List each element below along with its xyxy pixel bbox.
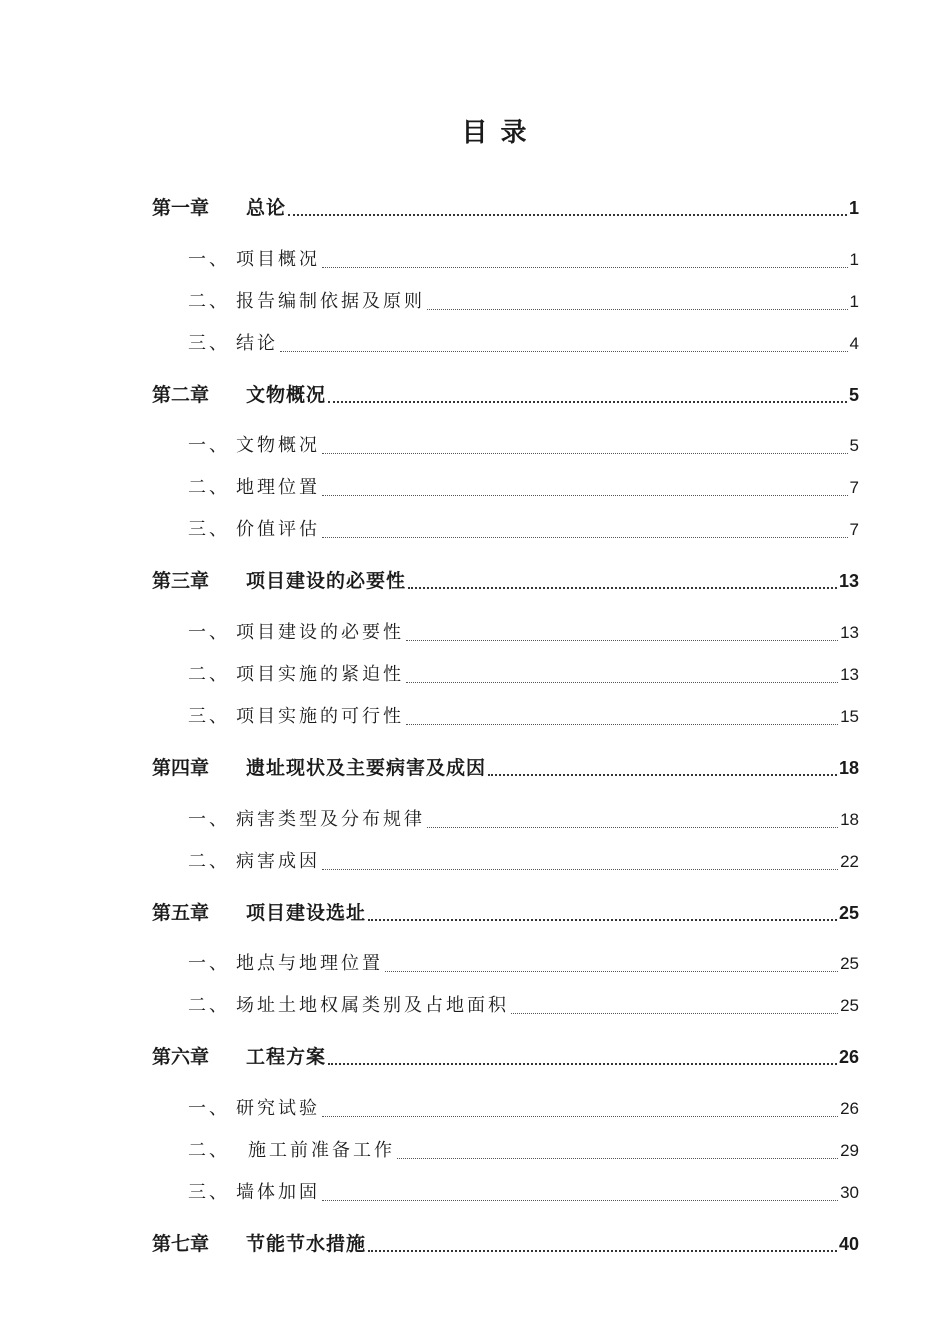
toc-entry-page: 13 bbox=[840, 665, 859, 684]
toc-entry-number: 第七章 bbox=[152, 1233, 210, 1255]
toc-entry-section[interactable] bbox=[188, 515, 859, 545]
toc-entry-section[interactable] bbox=[188, 1178, 859, 1208]
toc-entry-page: 18 bbox=[838, 758, 859, 778]
toc-entry-label: 报告编制依据及原则 bbox=[236, 291, 425, 312]
toc-entry-chapter-3[interactable] bbox=[152, 566, 859, 596]
toc-entry-number: 二、 bbox=[188, 664, 230, 685]
dot-leader bbox=[322, 1200, 838, 1201]
toc-entry-label: 施工前准备工作 bbox=[248, 1140, 395, 1161]
toc-entry-label: 地点与地理位置 bbox=[236, 953, 383, 974]
toc-entry-number: 第一章 bbox=[152, 197, 210, 219]
dot-leader bbox=[328, 401, 847, 403]
toc-entry-page: 40 bbox=[838, 1234, 859, 1254]
toc-entry-section[interactable] bbox=[188, 618, 859, 648]
dot-leader bbox=[328, 1063, 837, 1065]
toc-entry-label: 结论 bbox=[236, 333, 278, 354]
toc-entry-chapter-4[interactable] bbox=[152, 753, 859, 783]
toc-entry-page: 26 bbox=[840, 1099, 859, 1118]
toc-entry-label: 项目建设的必要性 bbox=[236, 622, 404, 643]
toc-entry-section[interactable] bbox=[188, 702, 859, 732]
toc-entry-label: 病害成因 bbox=[236, 851, 320, 872]
toc-entry-number: 一、 bbox=[188, 622, 230, 643]
toc-entry-label: 项目建设选址 bbox=[246, 902, 367, 924]
toc-entry-page: 1 bbox=[849, 292, 859, 311]
toc-entry-number: 二、 bbox=[188, 477, 230, 498]
toc-entry-section[interactable] bbox=[188, 329, 859, 359]
toc-entry-label: 研究试验 bbox=[236, 1098, 320, 1119]
toc-entry-page: 5 bbox=[848, 385, 859, 405]
toc-entry-page: 25 bbox=[838, 903, 859, 923]
dot-leader bbox=[427, 827, 838, 828]
toc-entry-page: 7 bbox=[849, 478, 859, 497]
toc-entry-number: 二、 bbox=[188, 995, 230, 1016]
toc-entry-number: 一、 bbox=[188, 249, 230, 270]
toc-entry-section[interactable] bbox=[188, 949, 859, 979]
dot-leader bbox=[406, 682, 838, 683]
toc-entry-label: 墙体加固 bbox=[236, 1182, 320, 1203]
toc-entry-page: 29 bbox=[840, 1141, 859, 1160]
toc-entry-section[interactable] bbox=[188, 245, 859, 275]
toc-entry-label: 场址土地权属类别及占地面积 bbox=[236, 995, 509, 1016]
toc-entry-label: 工程方案 bbox=[246, 1046, 327, 1068]
dot-leader bbox=[322, 1116, 838, 1117]
toc-entry-section[interactable] bbox=[188, 431, 859, 461]
toc-entry-number: 第六章 bbox=[152, 1046, 210, 1068]
toc-entry-number: 三、 bbox=[188, 519, 230, 540]
dot-leader bbox=[397, 1158, 838, 1159]
toc-entry-label: 地理位置 bbox=[236, 477, 320, 498]
toc-entry-section[interactable] bbox=[188, 473, 859, 503]
toc-entry-page: 30 bbox=[840, 1183, 859, 1202]
toc-entry-label: 项目建设的必要性 bbox=[246, 570, 407, 592]
toc-entry-label: 节能节水措施 bbox=[246, 1233, 367, 1255]
toc-entry-number: 一、 bbox=[188, 1098, 230, 1119]
dot-leader bbox=[511, 1013, 838, 1014]
toc-entry-page: 5 bbox=[849, 436, 859, 455]
toc-entry-label: 价值评估 bbox=[236, 519, 320, 540]
dot-leader bbox=[368, 1250, 837, 1252]
toc-entry-label: 项目实施的紧迫性 bbox=[236, 664, 404, 685]
toc-entry-chapter-5[interactable] bbox=[152, 898, 859, 928]
toc-entry-page: 1 bbox=[848, 198, 859, 218]
toc-entry-page: 25 bbox=[840, 954, 859, 973]
dot-leader bbox=[427, 309, 848, 310]
dot-leader bbox=[288, 214, 847, 216]
toc-entry-label: 病害类型及分布规律 bbox=[236, 809, 425, 830]
toc-entry-page: 15 bbox=[840, 707, 859, 726]
toc-entry-label: 项目概况 bbox=[236, 249, 320, 270]
toc-entry-label: 遗址现状及主要病害及成因 bbox=[246, 757, 487, 779]
toc-entry-page: 13 bbox=[838, 571, 859, 591]
toc-entry-number: 二、 bbox=[188, 851, 230, 872]
dot-leader bbox=[280, 351, 848, 352]
toc-entry-label: 文物概况 bbox=[246, 384, 327, 406]
toc-entry-chapter-6[interactable] bbox=[152, 1042, 859, 1072]
toc-entry-section[interactable] bbox=[188, 847, 859, 877]
toc-entry-chapter-7[interactable] bbox=[152, 1229, 859, 1259]
toc-entry-label: 总论 bbox=[246, 197, 287, 219]
toc-entry-number: 一、 bbox=[188, 809, 230, 830]
toc-entry-page: 7 bbox=[849, 520, 859, 539]
toc-entry-number: 三、 bbox=[188, 706, 230, 727]
dot-leader bbox=[322, 537, 848, 538]
dot-leader bbox=[322, 869, 838, 870]
dot-leader bbox=[406, 640, 838, 641]
toc-entry-label: 项目实施的可行性 bbox=[236, 706, 404, 727]
toc-title: 目 录 bbox=[461, 118, 529, 148]
toc-entry-section[interactable] bbox=[188, 660, 859, 690]
dot-leader bbox=[368, 919, 837, 921]
dot-leader bbox=[322, 267, 848, 268]
dot-leader bbox=[322, 495, 848, 496]
toc-entry-chapter-2[interactable] bbox=[152, 380, 859, 410]
toc-entry-chapter-1[interactable] bbox=[152, 193, 859, 223]
toc-entry-page: 1 bbox=[849, 250, 859, 269]
toc-entry-section[interactable] bbox=[188, 1094, 859, 1124]
toc-entry-page: 22 bbox=[840, 852, 859, 871]
toc-entry-number: 二、 bbox=[188, 1140, 230, 1161]
dot-leader bbox=[406, 724, 838, 725]
toc-entry-page: 26 bbox=[838, 1047, 859, 1067]
dot-leader bbox=[322, 453, 848, 454]
toc-entry-page: 25 bbox=[840, 996, 859, 1015]
toc-entry-number: 第二章 bbox=[152, 384, 210, 406]
toc-entry-page: 13 bbox=[840, 623, 859, 642]
toc-entry-number: 三、 bbox=[188, 1182, 230, 1203]
toc-entry-page: 18 bbox=[840, 810, 859, 829]
toc-entry-label: 文物概况 bbox=[236, 435, 320, 456]
toc-entry-number: 二、 bbox=[188, 291, 230, 312]
toc-entry-page: 4 bbox=[849, 334, 859, 353]
dot-leader bbox=[385, 971, 838, 972]
toc-entry-section[interactable] bbox=[188, 805, 859, 835]
dot-leader bbox=[488, 774, 837, 776]
toc-entry-number: 一、 bbox=[188, 953, 230, 974]
toc-entry-section[interactable] bbox=[188, 991, 859, 1021]
toc-entry-number: 三、 bbox=[188, 333, 230, 354]
toc-entry-number: 第五章 bbox=[152, 902, 210, 924]
dot-leader bbox=[408, 587, 837, 589]
toc-entry-number: 第三章 bbox=[152, 570, 210, 592]
toc-entry-section[interactable] bbox=[188, 287, 859, 317]
toc-entry-number: 第四章 bbox=[152, 757, 210, 779]
toc-entry-number: 一、 bbox=[188, 435, 230, 456]
toc-entry-section[interactable] bbox=[188, 1136, 859, 1166]
